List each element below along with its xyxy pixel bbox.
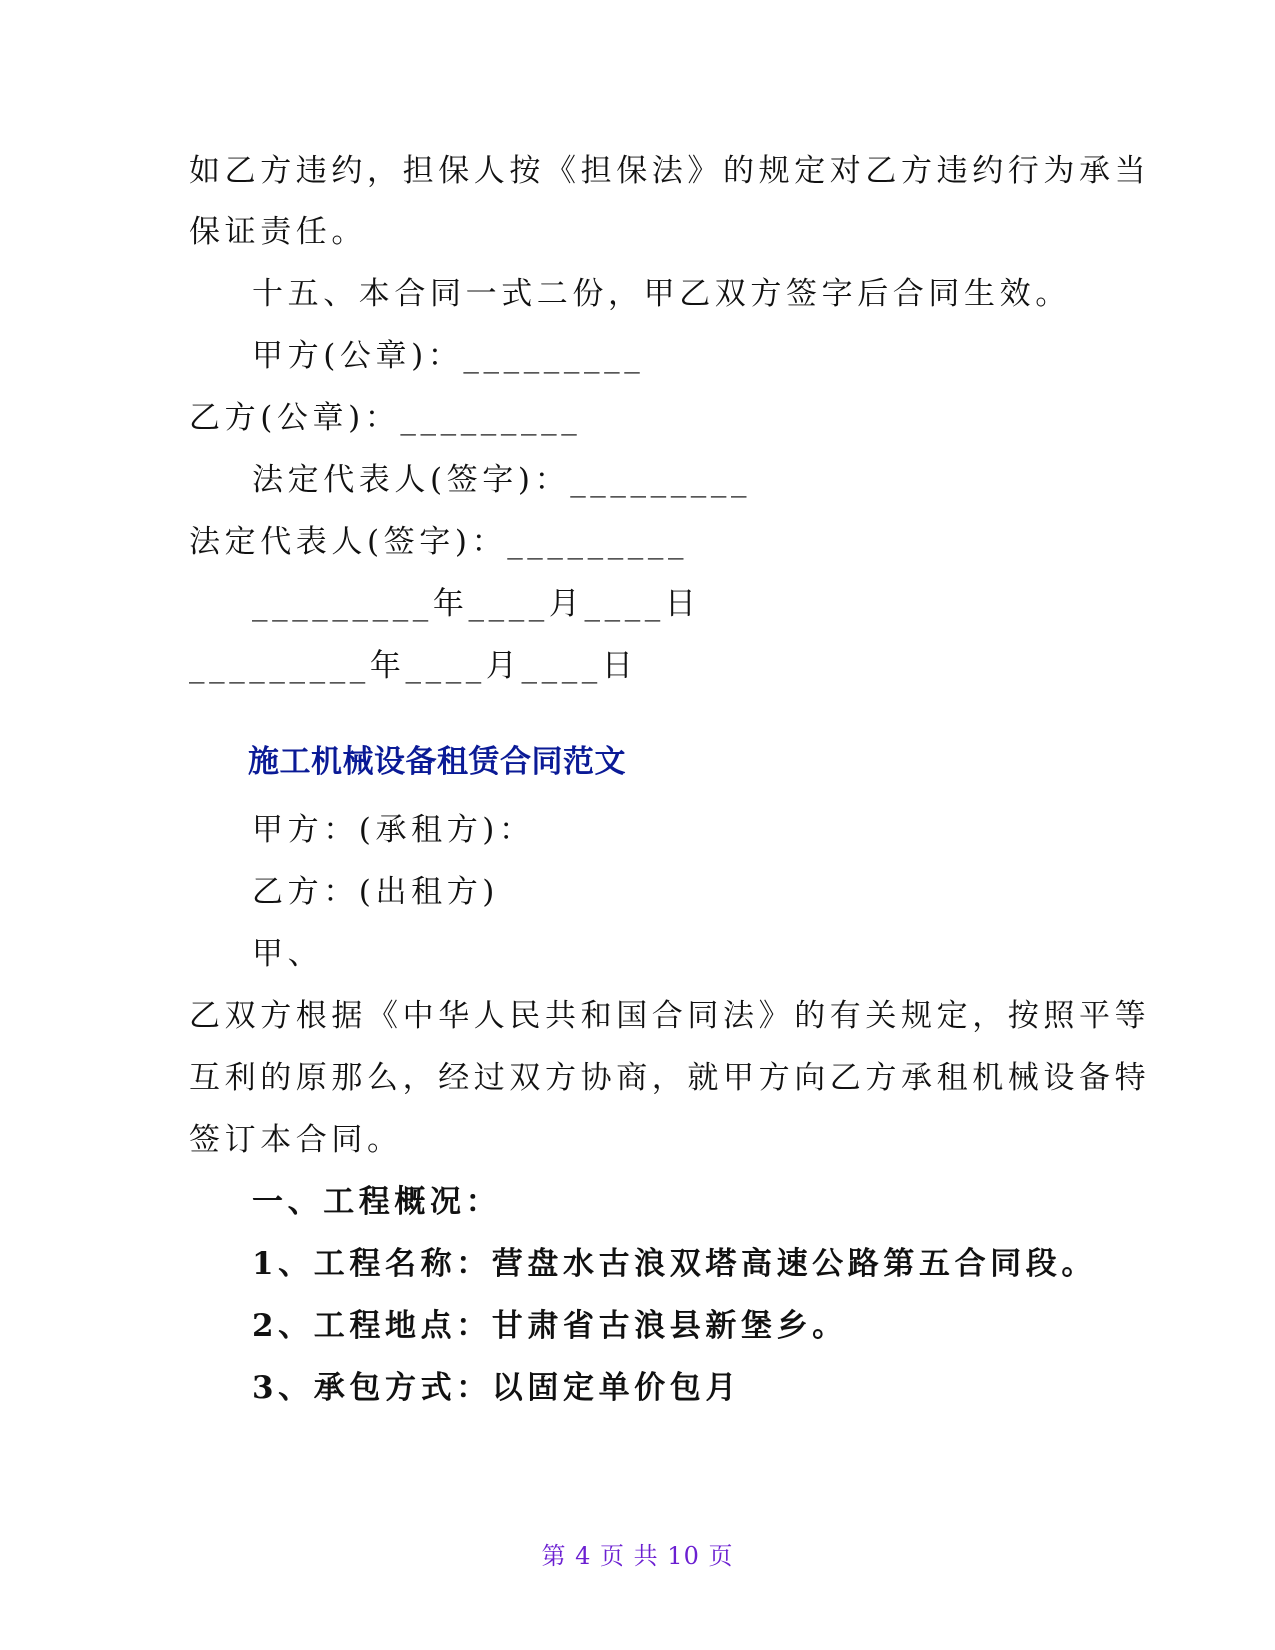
text-line: 签订本合同。: [189, 1122, 403, 1158]
signature-line-party-b-rep: 法定代表人(签字)：_________: [189, 524, 689, 560]
section-heading: 施工机械设备租赁合同范文: [248, 744, 626, 780]
text-line: 十五、本合同一式二份，甲乙双方签字后合同生效。: [252, 276, 1071, 312]
date-line-party-b: _________年____月____日: [189, 648, 638, 684]
party-a-line: 甲方：(承租方)：: [252, 812, 535, 848]
clause-heading: 一、工程概况：: [252, 1184, 502, 1220]
date-line-party-a: _________年____月____日: [252, 586, 701, 622]
text-line: 互利的原那么，经过双方协商，就甲方向乙方承租机械设备特: [189, 1060, 1151, 1096]
signature-line-party-a-rep: 法定代表人(签字)：_________: [252, 462, 752, 498]
signature-line-party-a-seal: 甲方(公章)：_________: [252, 338, 645, 374]
text-line: 如乙方违约，担保人按《担保法》的规定对乙方违约行为承当: [189, 153, 1151, 189]
clause-item: 1、工程名称：营盘水古浪双塔高速公路第五合同段。: [252, 1246, 1097, 1282]
signature-line-party-b-seal: 乙方(公章)：_________: [189, 400, 582, 436]
text-line: 甲、: [252, 936, 324, 972]
party-b-line: 乙方：(出租方): [252, 874, 499, 910]
text-line: 保证责任。: [189, 214, 367, 250]
clause-item: 2、工程地点：甘肃省古浪县新堡乡。: [252, 1308, 848, 1344]
text-line: 乙双方根据《中华人民共和国合同法》的有关规定，按照平等: [189, 998, 1151, 1034]
page-number: 第 4 页 共 10 页: [541, 1542, 734, 1570]
clause-item: 3、承包方式：以固定单价包月: [252, 1370, 741, 1406]
